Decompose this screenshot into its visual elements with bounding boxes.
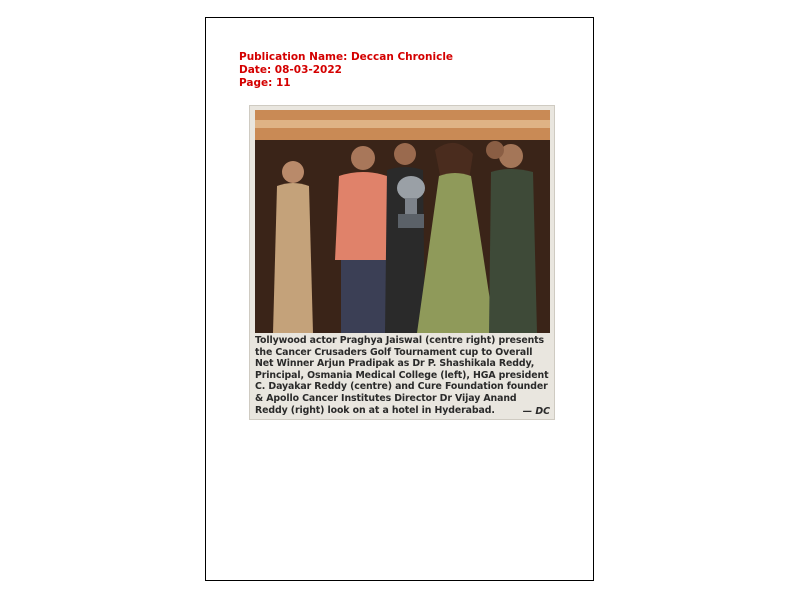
publication-page-number: Page: 11: [239, 77, 291, 89]
caption-line: C. Dayakar Reddy (centre) and Cure Foundation founder: [255, 381, 548, 393]
caption-line: the Cancer Crusaders Golf Tournament cup to Overall: [255, 346, 533, 358]
caption-line: Reddy (right) look on at a hotel in Hyderabad.: [255, 404, 495, 416]
photo-caption: [255, 335, 553, 416]
event-photo-illustration: [255, 110, 550, 333]
publication-date: Date: 08-03-2022: [239, 64, 342, 76]
newspaper-page: [205, 17, 594, 581]
caption-line: Principal, Osmania Medical College (left), HGA president: [255, 369, 549, 381]
publication-meta: [239, 51, 453, 90]
caption-line: & Apollo Cancer Institutes Director Dr Vijay Anand: [255, 392, 517, 404]
caption-line: Net Winner Arjun Pradipak as Dr P. Shashikala Reddy,: [255, 358, 535, 370]
caption-line: Tollywood actor Praghya Jaiswal (centre right) presents: [255, 335, 545, 346]
publication-name: Publication Name: Deccan Chronicle: [239, 51, 454, 63]
event-photo: [255, 110, 550, 333]
news-clipping: [249, 105, 555, 420]
photo-credit: — DC: [522, 406, 550, 417]
